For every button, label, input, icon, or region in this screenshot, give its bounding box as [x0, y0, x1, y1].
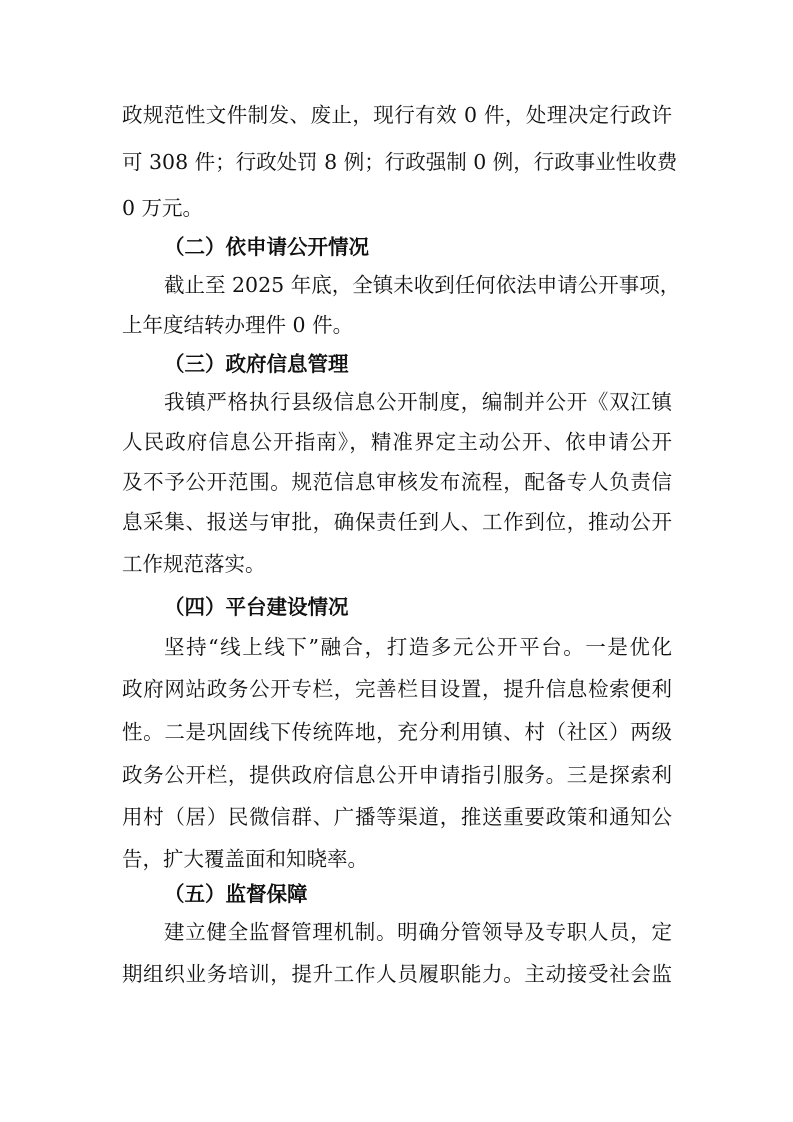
- paragraph-line: 政规范性文件制发、废止，现行有效 0 件，处理决定行政许: [122, 103, 672, 127]
- paragraph-line: 建立健全监督管理机制。明确分管领导及专职人员，定: [164, 920, 672, 944]
- paragraph-line: 可 308 件；行政处罚 8 例；行政强制 0 例，行政事业性收费: [122, 150, 678, 174]
- paragraph-line: 截止至 2025 年底，全镇未收到任何依法申请公开事项，: [164, 273, 681, 297]
- paragraph-line: 坚持“线上线下”融合，打造多元公开平台。一是优化: [164, 635, 672, 659]
- paragraph-line: 期组织业务培训，提升工作人员履职能力。主动接受社会监: [122, 962, 672, 986]
- section-heading: （二）依申请公开情况: [164, 235, 369, 259]
- paragraph-line: 用村（居）民微信群、广播等渠道，推送重要政策和通知公: [122, 805, 672, 829]
- paragraph-line: 政务公开栏，提供政府信息公开申请指引服务。三是探索利: [122, 763, 672, 787]
- paragraph-line: 及不予公开范围。规范信息审核发布流程，配备专人负责信: [122, 470, 672, 494]
- section-heading: （五）监督保障: [164, 882, 308, 906]
- section-heading: （四）平台建设情况: [164, 595, 349, 619]
- section-heading: （三）政府信息管理: [164, 352, 349, 376]
- paragraph-line: 人民政府信息公开指南》，精准界定主动公开、依申请公开: [122, 430, 672, 454]
- paragraph-line: 我镇严格执行县级信息公开制度，编制并公开《双江镇: [164, 390, 672, 414]
- paragraph-line: 告，扩大覆盖面和知晓率。: [122, 847, 368, 871]
- paragraph-line: 政府网站政务公开专栏，完善栏目设置，提升信息检索便利: [122, 677, 672, 701]
- paragraph-line: 上年度结转办理件 0 件。: [122, 313, 354, 337]
- paragraph-line: 工作规范落实。: [122, 552, 266, 576]
- paragraph-line: 息采集、报送与审批，确保责任到人、工作到位，推动公开: [122, 510, 672, 534]
- paragraph-line: 性。二是巩固线下传统阵地，充分利用镇、村（社区）两级: [122, 720, 672, 744]
- paragraph-line: 0 万元。: [122, 196, 204, 220]
